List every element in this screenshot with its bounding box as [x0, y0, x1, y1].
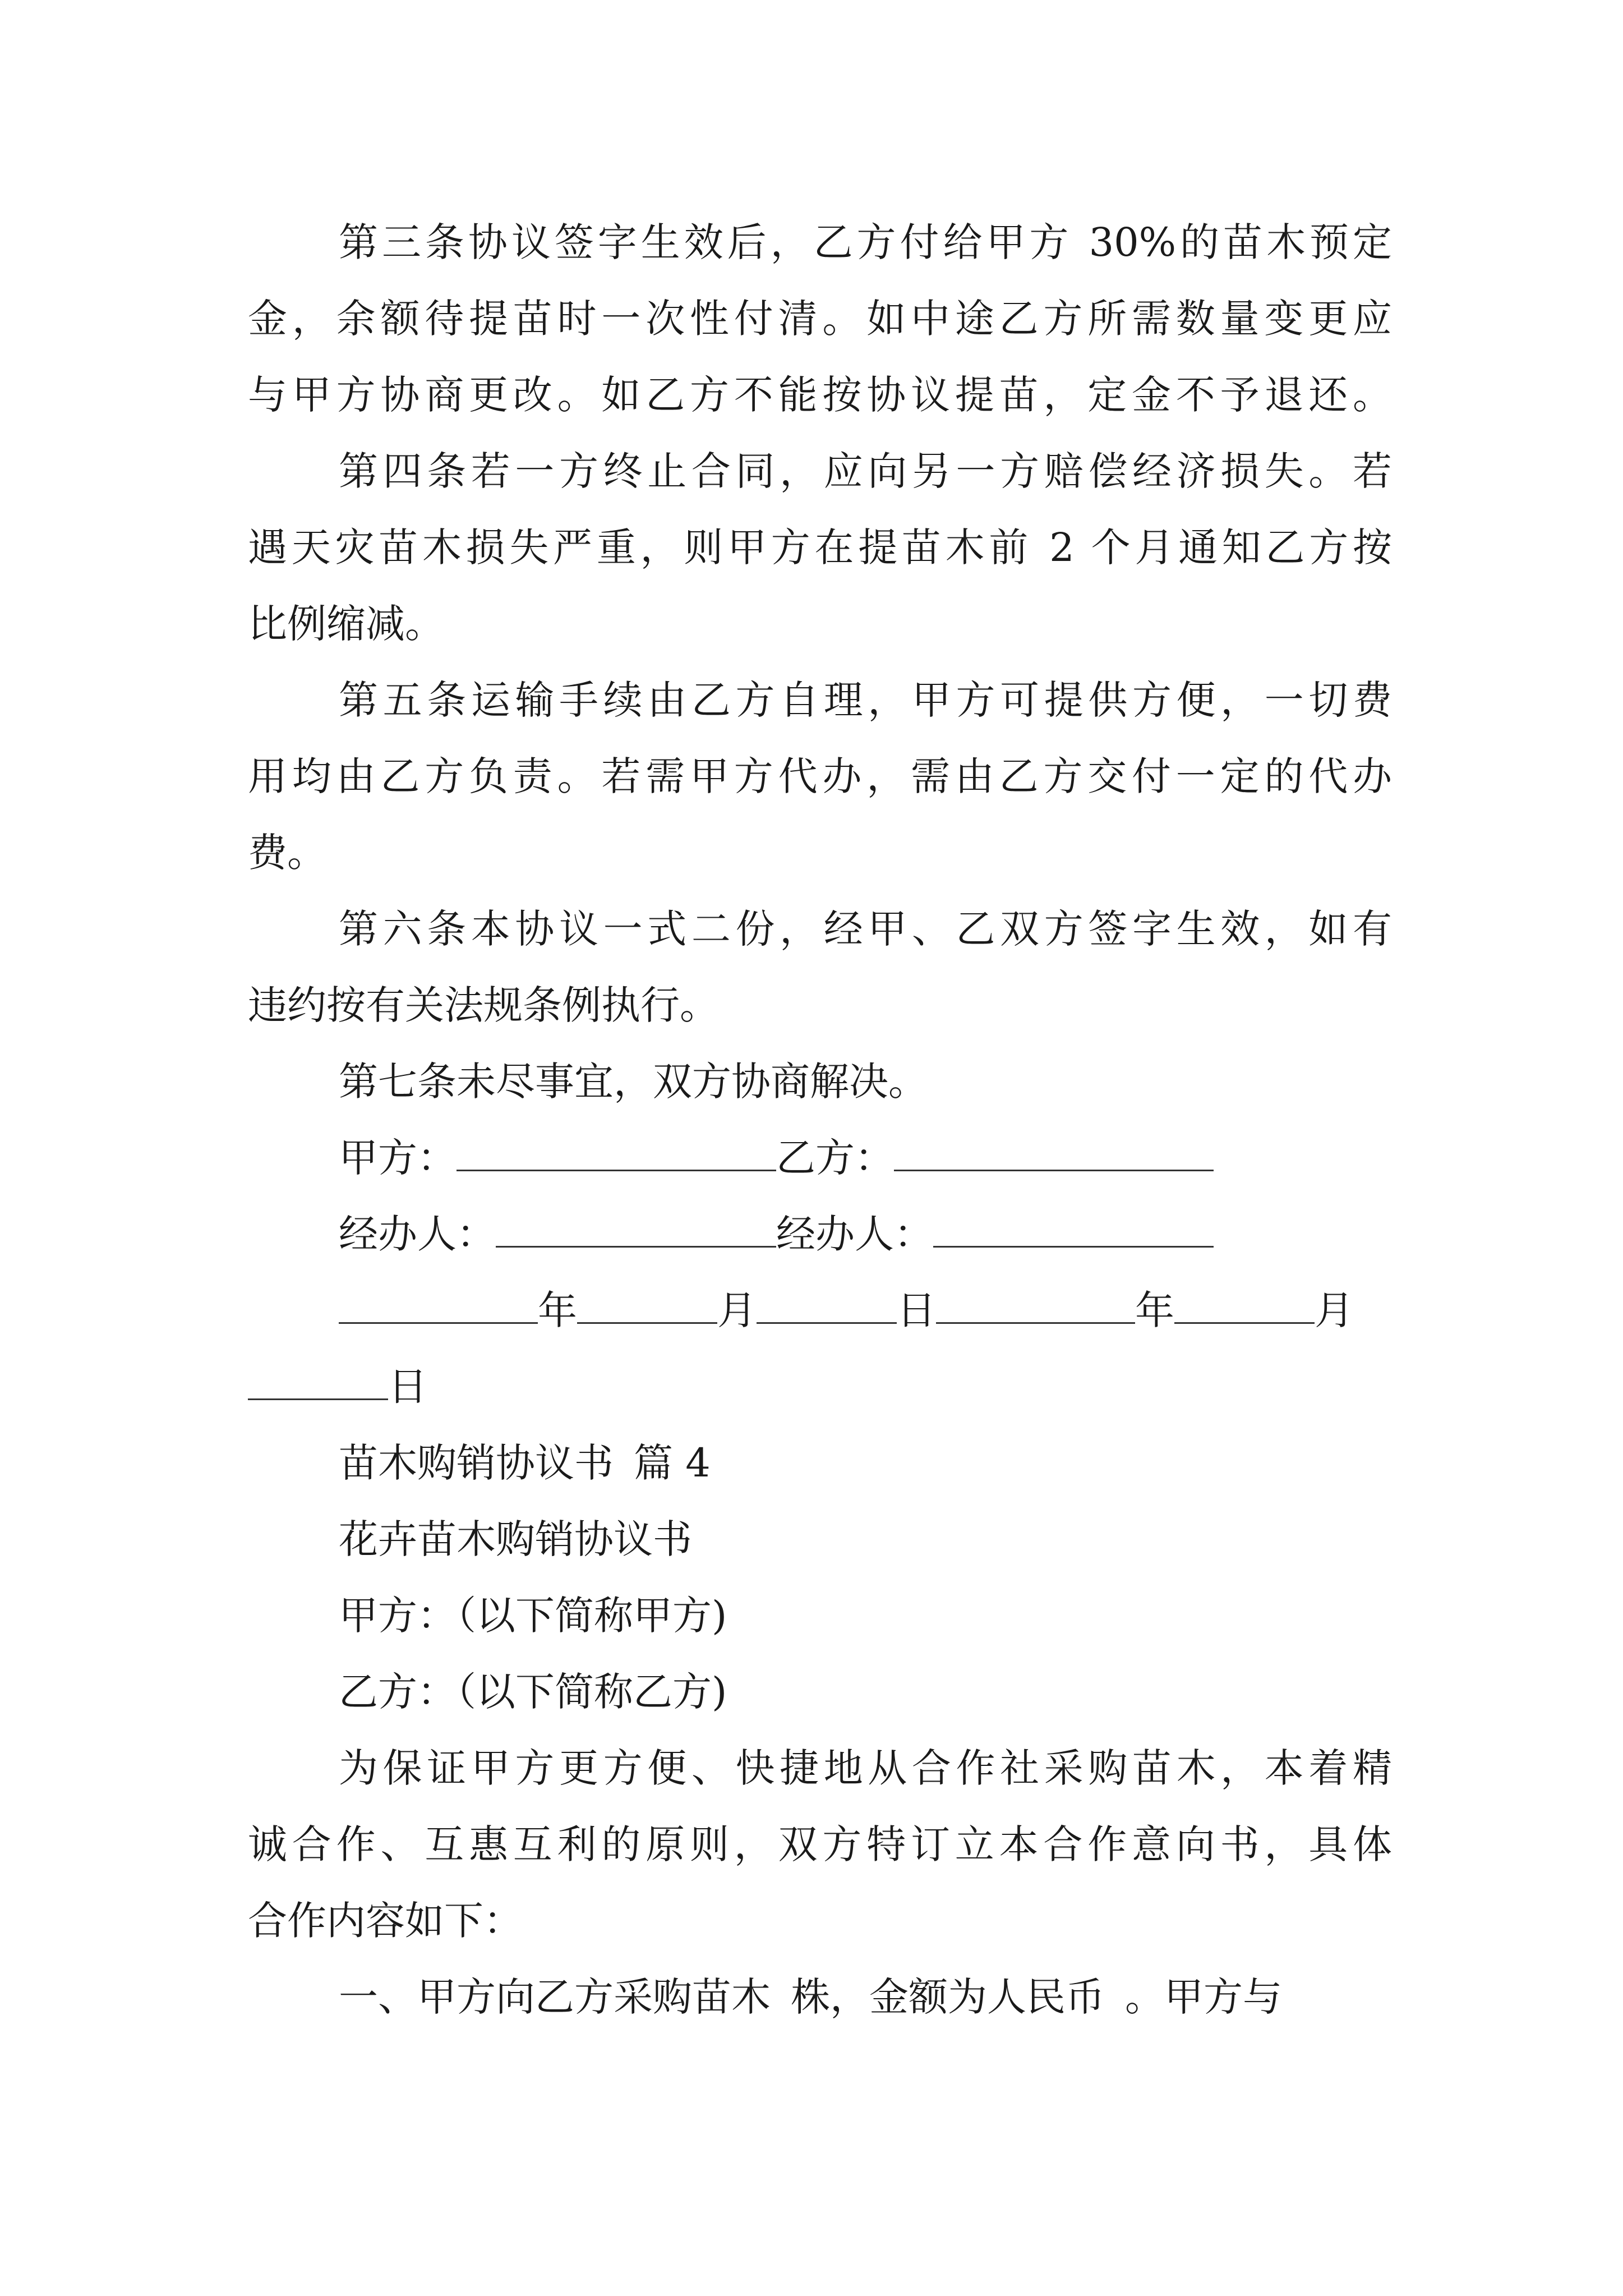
article4-line1: [339, 438, 1392, 505]
article4-line1-text: 第四条若一方终止合同，应向另一方赔偿经济损失。若: [339, 448, 1392, 494]
year-a-label: 年: [538, 1287, 577, 1333]
section4-intro-line1: [339, 1734, 1392, 1802]
article5-line1: [339, 666, 1392, 734]
article3-line3: [248, 361, 1392, 429]
month-a-label: 月: [717, 1287, 757, 1333]
clause1-part1: 一、甲方向乙方采购苗木: [339, 1974, 771, 2020]
article6-line1-text: 第六条本协议一式二份，经甲、乙双方签字生效，如有: [339, 906, 1392, 952]
day-a-label: 日: [897, 1287, 936, 1333]
signature-date-line-cont: [248, 1353, 1392, 1420]
month-b-blank: [1174, 1287, 1315, 1324]
section4-intro-line1-text: 为保证甲方更方便、快捷地从合作社采购苗木，本着精: [339, 1745, 1392, 1791]
month-b-label: 月: [1315, 1287, 1354, 1333]
article5-line2-text: 用均由乙方负责。若需甲方代办，需由乙方交付一定的代办: [248, 753, 1392, 799]
agent-b-label: 经办人：: [776, 1211, 933, 1257]
article7-line1: [339, 1048, 1483, 1115]
article4-line3: [248, 590, 1392, 657]
agent-a-blank: [496, 1211, 776, 1248]
year-a-blank: [339, 1287, 538, 1324]
article6-line1: [339, 895, 1392, 963]
article3-line2: [248, 285, 1392, 352]
party-a-label: 甲方：: [339, 1135, 457, 1181]
clause1-part2: 株，金额为人民币: [791, 1974, 1105, 2020]
signature-parties-line: [339, 1124, 1483, 1191]
article4-line3-text: 比例缩减。: [248, 601, 444, 647]
article5-line1-text: 第五条运输手续由乙方自理，甲方可提供方便，一切费: [339, 677, 1392, 723]
day-b-blank: [248, 1364, 388, 1400]
day-b-label: 日: [388, 1364, 427, 1410]
article3-line1-text: 第三条协议签字生效后，乙方付给甲方 30%的苗木预定: [339, 219, 1392, 265]
signature-agents-line: [339, 1200, 1483, 1268]
year-b-blank: [936, 1287, 1135, 1324]
article5-line2: [248, 743, 1392, 810]
section4-clause1-line: [339, 1963, 1392, 2031]
section4-title-line: [339, 1506, 1483, 1573]
article5-line3-text: 费。: [248, 830, 326, 876]
party-b-label: 乙方：: [776, 1135, 894, 1181]
section4-heading-line: [339, 1429, 1483, 1497]
section4-party-b: 乙方：（以下简称乙方): [339, 1669, 727, 1715]
section4-party-b-line: [339, 1658, 1483, 1726]
signature-date-line: [339, 1277, 1483, 1344]
section4-heading: 苗木购销协议书: [339, 1440, 614, 1486]
article6-line2: [248, 972, 1392, 1039]
month-a-blank: [577, 1287, 717, 1324]
article6-line2-text: 违约按有关法规条例执行。: [248, 982, 719, 1028]
year-b-label: 年: [1135, 1287, 1174, 1333]
clause1-part3: 。甲方与: [1125, 1974, 1282, 2020]
agent-b-blank: [933, 1211, 1214, 1248]
section4-intro-line2-text: 诚合作、互惠互利的原则，双方特订立本合作意向书，具体: [248, 1821, 1392, 1867]
article3-line1: [339, 209, 1392, 276]
section4-intro-line3-text: 合作内容如下：: [248, 1898, 523, 1944]
article3-line2-text: 金，余额待提苗时一次性付清。如中途乙方所需数量变更应: [248, 296, 1392, 342]
section4-party-a-line: [339, 1582, 1483, 1649]
article4-line2: [248, 514, 1392, 581]
section4-part: 篇 4: [634, 1440, 711, 1486]
party-b-blank: [894, 1135, 1214, 1171]
party-a-blank: [457, 1135, 776, 1171]
article3-line3-text: 与甲方协商更改。如乙方不能按协议提苗，定金不予退还。: [248, 372, 1392, 418]
article5-line3: [248, 819, 1392, 886]
agent-a-label: 经办人：: [339, 1211, 496, 1257]
article7-line1-text: 第七条未尽事宜，双方协商解决。: [339, 1059, 928, 1105]
day-a-blank: [757, 1287, 897, 1324]
section4-intro-line3: [248, 1887, 1392, 1954]
article4-line2-text: 遇天灾苗木损失严重，则甲方在提苗木前 2 个月通知乙方按: [248, 524, 1392, 570]
section4-title: 花卉苗木购销协议书: [339, 1516, 692, 1562]
section4-intro-line2: [248, 1811, 1392, 1878]
section4-party-a: 甲方：（以下简称甲方): [339, 1593, 727, 1639]
